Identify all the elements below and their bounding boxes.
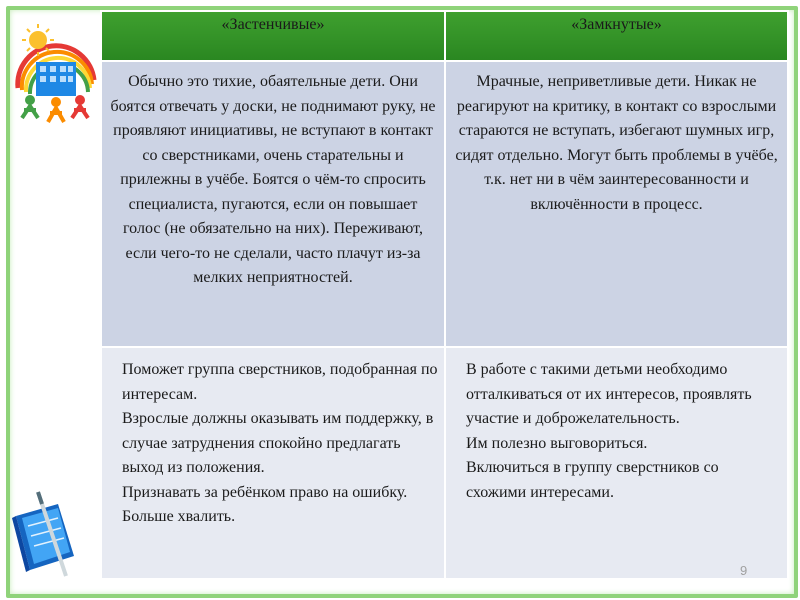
list-item: Включиться в группу сверстников со схожими интересами. — [466, 459, 719, 501]
header-withdrawn: «Замкнутые» — [445, 11, 788, 61]
recommendations-withdrawn — [445, 347, 788, 579]
recommendations-shy — [101, 347, 445, 579]
description-withdrawn: Мрачные, неприветливые дети. Никак не реагируют на критику, в контакт со взрослыми стараются не вступать, избегают шумных игр, сидят отдельно. Могут быть проблемы в учёбе, т.к. нет ни в чём заинтересованности и включённости в процесс. — [445, 61, 788, 347]
list-item: Им полезно выговориться. — [466, 434, 648, 452]
book-pen-icon — [8, 486, 80, 581]
header-row — [101, 11, 788, 61]
school-logo-icon — [8, 18, 98, 128]
list-item: Признавать за ребёнком право на ошибку. — [122, 483, 408, 501]
list-item: В работе с такими детьми необходимо отталкиваться от их интересов, проявлять участие и доброжелательность. — [466, 361, 752, 427]
comparison-table — [100, 10, 789, 580]
header-shy: «Застенчивые» — [101, 11, 445, 61]
page-number: 9 — [740, 563, 748, 578]
recommendation-list-withdrawn — [452, 358, 781, 505]
list-item: Взрослые должны оказывать им поддержку, в случае затруднения спокойно предлагать выход из положения. — [122, 410, 434, 476]
recommendation-row — [101, 347, 788, 579]
description-row — [101, 61, 788, 347]
list-item: Поможет группа сверстников, подобранная по интересам. — [122, 361, 438, 403]
description-shy: Обычно это тихие, обаятельные дети. Они боятся отвечать у доски, не поднимают руку, не проявляют инициативы, не вступают в контакт со сверстниками, очень старательны и прилежны в учёбе. Боятся о чём-то спросить специалиста, пугаются, если он повышает голос (не обязательно на них). Переживают, если чего-то не сделали, часто плачут из-за мелких неприятностей. — [101, 61, 445, 347]
list-item: Больше хвалить. — [122, 508, 236, 525]
recommendation-list-shy — [108, 358, 438, 530]
